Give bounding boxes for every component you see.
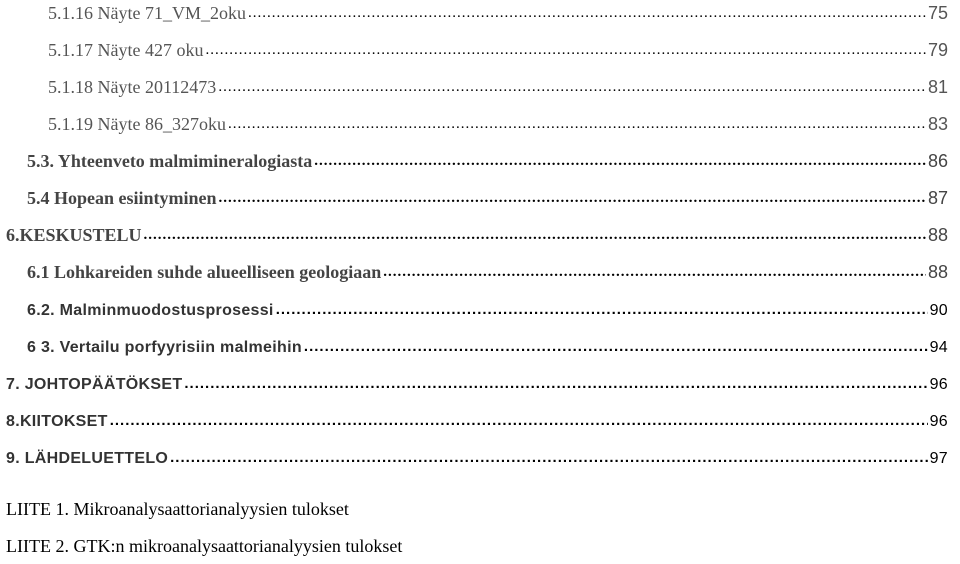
toc-entry[interactable] [48, 70, 948, 98]
toc-entry-title: 6.KESKUSTELU [6, 225, 142, 245]
dot-leader [248, 6, 926, 24]
toc-entry-page: 81 [927, 77, 948, 97]
toc-entry-title: 6.2. Malminmuodostusprosessi [27, 302, 274, 319]
toc-entry-title: 5.1.16 Näyte 71_VM_2oku [48, 3, 246, 23]
dot-leader [110, 413, 928, 431]
toc-entry-title: 5.3. Yhteenveto malmimineralogiasta [27, 151, 313, 171]
dot-leader [228, 117, 926, 135]
toc-entry-page: 79 [927, 40, 948, 60]
toc-entry[interactable] [27, 144, 948, 172]
toc-entry-page: 83 [927, 114, 948, 134]
toc-entry[interactable] [48, 0, 948, 24]
toc-entry[interactable] [48, 107, 948, 135]
toc-entry-page: 94 [929, 339, 948, 356]
toc-entry[interactable] [6, 366, 948, 394]
toc-entry-title: 6.1 Lohkareiden suhde alueelliseen geologiaan [27, 262, 382, 282]
appendix-entry[interactable]: LIITE 2. GTK:n mikroanalysaattorianalyysien tulokset [6, 536, 403, 556]
toc-entry-page: 97 [929, 450, 948, 467]
dot-leader [219, 191, 926, 209]
dot-leader [304, 339, 928, 357]
toc-entry-page: 96 [929, 376, 948, 393]
toc-entry[interactable] [6, 440, 948, 468]
toc-entry-title: 5.1.19 Näyte 86_327oku [48, 114, 226, 134]
toc-entry-page: 88 [927, 225, 948, 245]
toc-entry[interactable] [6, 218, 948, 246]
dot-leader [276, 302, 928, 320]
toc-entry[interactable] [6, 403, 948, 431]
toc-entry-page: 96 [929, 413, 948, 430]
toc-entry-page: 86 [927, 151, 948, 171]
toc-entry-page: 75 [927, 3, 948, 23]
dot-leader [383, 265, 926, 283]
toc-entry[interactable] [27, 292, 948, 320]
toc-entry-title: 5.1.17 Näyte 427 oku [48, 40, 204, 60]
toc-entry-title: 7. JOHTOPÄÄTÖKSET [6, 376, 183, 393]
dot-leader [184, 376, 927, 394]
toc-entry[interactable] [27, 255, 948, 283]
appendix-entry[interactable]: LIITE 1. Mikroanalysaattorianalyysien tulokset [6, 499, 349, 519]
toc-entry-title: 6 3. Vertailu porfyyrisiin malmeihin [27, 339, 302, 356]
toc-entry-page: 90 [929, 302, 948, 319]
toc-entry[interactable] [48, 33, 948, 61]
toc-entry-title: 5.1.18 Näyte 20112473 [48, 77, 217, 97]
toc-entry[interactable] [27, 329, 948, 357]
dot-leader [144, 228, 926, 246]
toc-entry-title: 5.4 Hopean esiintyminen [27, 188, 217, 208]
dot-leader [205, 43, 925, 61]
toc-entry-title: 8.KIITOKSET [6, 413, 108, 430]
toc-entry-title: 9. LÄHDELUETTELO [6, 450, 169, 467]
toc-entry-page: 87 [927, 188, 948, 208]
dot-leader [218, 80, 926, 98]
dot-leader [170, 450, 927, 468]
toc-entry[interactable] [27, 181, 948, 209]
dot-leader [314, 154, 926, 172]
toc-entry-page: 88 [927, 262, 948, 282]
